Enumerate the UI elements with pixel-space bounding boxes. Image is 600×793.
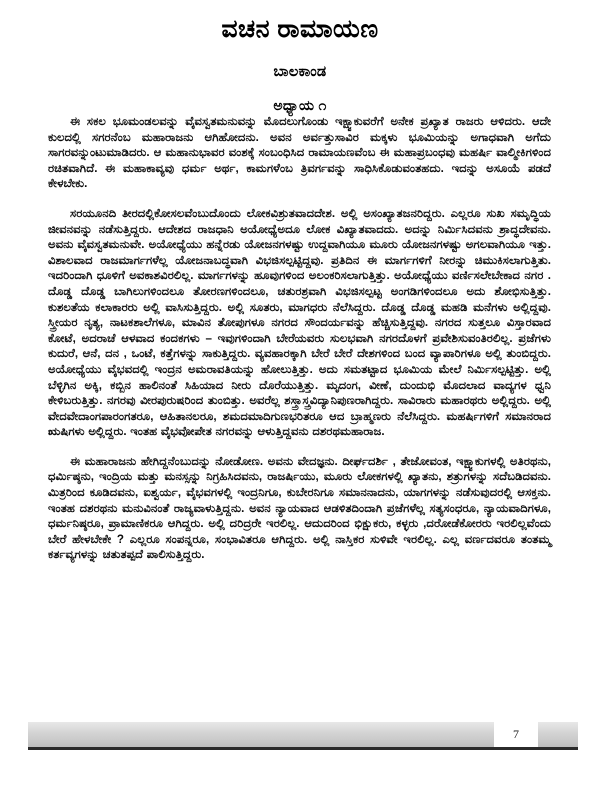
page-title: ವಚನ ರಾಮಾಯಣ <box>221 15 379 43</box>
paragraph-1: ಈ ಸಕಲ ಭೂಮಂಡಲವನ್ನು ವೈವಸ್ವತಮನುವನ್ನು ಮೊದಲುಗೊಂಡು ಇಕ್ಷ್ವಾಕುವರೆಗೆ ಅನೇಕ ಪ್ರಖ್ಯಾತ ರಾಜರು ಆಳಿದರು. ಆದೇ ಕುಲದಲ್ಲಿ ಸಗರನೆಂಬ ಮಹಾರಾಜನು ಆಗಿಹೋದನು. ಅವನ ಅರ್ವತ್ತುಸಾವಿರ ಮಕ್ಕಳು ಭೂಮಿಯನ್ನು ಅಗಾಧವಾಗಿ ಅಗೆದು ಸಾಗರವನ್ನುಂಟುಮಾಡಿದರು. ಆ ಮಹಾನುಭಾವರ ವಂಶಕ್ಕೆ ಸಂಬಂಧಿಸಿದ ರಾಮಾಯಣವೆಂಬ ಈ ಮಹಾಪ್ರಬಂಧವು ಮಹರ್ಷಿ ವಾಲ್ಮೀಕಿಗಳಿಂದ ರಚಿತವಾಗಿದೆ. ಈ ಮಹಾಕಾವ್ಯವು ಧರ್ಮ ಅರ್ಥ, ಕಾಮಗಳೆಂಬ ತ್ರಿವರ್ಗವನ್ನು ಸಾಧಿಸಿಕೊಡುವಂತಹದು. ಇದನ್ನು ಅಸೂಯೆ ಪಡದೆ ಕೇಳಬೇಕು. <box>48 115 551 191</box>
paragraph-3: ಈ ಮಹಾರಾಜನು ಹೇಗಿದ್ದನೆಂಬುದನ್ನು ನೋಡೋಣ. ಅವನು ವೇದಜ್ಞನು. ದೀರ್ಘದರ್ಶಿ , ತೇಜೋವಂತ, ಇಕ್ಷ್ವಾಕುಗಳಲ್ಲಿ ಅತಿರಥನು, ಧರ್ಮಿಷ್ಠನು, ಇಂದ್ರಿಯ ಮತ್ತು ಮನಸ್ಸನ್ನು ನಿಗ್ರಹಿಸಿದವನು, ರಾಜರ್ಷಿಯು, ಮೂರು ಲೋಕಗಳಲ್ಲಿ ಖ್ಯಾತನು, ಶತ್ರುಗಳನ್ನು ಸದೆಬಡಿದವನು. ಮಿತ್ರರಿಂದ ಕೂಡಿದವನು, ಐಶ್ವರ್ಯ, ವೈಭವಗಳಲ್ಲಿ ಇಂದ್ರನಿಗೂ, ಕುಬೇರನಿಗೂ ಸಮಾನನಾದನು, ಯಾಗಗಳನ್ನು ನಡೆಸುವುದರಲ್ಲಿ ಆಸಕ್ತನು. ಇಂತಹ ದಶರಥನು ಮನುವಿನಂತೆ ರಾಜ್ಯವಾಳುತ್ತಿದ್ದನು. ಅವನ ನ್ಯಾಯವಾದ ಆಡಳಿತದಿಂದಾಗಿ ಪ್ರಜೆಗಳೆಲ್ಲ ಸತ್ಯಸಂಧರೂ, ನ್ಯಾಯವಾದಿಗಳೂ, ಧರ್ಮನಿಷ್ಠರೂ, ಪ್ರಾಮಾಣಿಕರೂ ಆಗಿದ್ದರು. ಅಲ್ಲಿ ದರಿದ್ರರೇ ಇರಲಿಲ್ಲ. ಆದುದರಿಂದ ಭಿಕ್ಷುಕರು, ಕಳ್ಳರು ,ದರೋಡೆಕೋರರು ಇರಲಿಲ್ಲವೆಂದು ಬೇರೆ ಹೇಳಬೇಕೇ ? ಎಲ್ಲರೂ ಸಂಪನ್ನರೂ, ಸಂಭಾವಿತರೂ ಆಗಿದ್ದರು. ಅಲ್ಲಿ ನಾಸ್ತಿಕರ ಸುಳಿವೇ ಇರಲಿಲ್ಲ. ಎಲ್ಲ ವರ್ಣದವರೂ ತಂತಮ್ಮ ಕರ್ತವ್ಯಗಳನ್ನು ಚತುತಪ್ಪದೆ ಪಾಲಿಸುತ್ತಿದ್ದರು. <box>48 454 551 562</box>
page-footer <box>28 722 578 749</box>
body-text-column <box>48 114 551 701</box>
footer-decorative-bar-right <box>538 722 578 747</box>
kanda-subtitle: ಬಾಲಕಾಂಡ <box>273 64 327 81</box>
chapter-subtitle: ಅಧ್ಯಾಯ ೧ <box>273 97 327 114</box>
page-number: 7 <box>513 727 519 741</box>
footer-decorative-bar-left <box>28 722 494 747</box>
paragraph-2: ಸರಯೂನದಿ ತೀರದಲ್ಲಿಕೋಸಲವೆಂಬುದೊಂದು ಲೋಕವಿಶ್ರುತವಾದದೇಶ. ಅಲ್ಲಿ ಅಸಂಖ್ಯಾತಜನರಿದ್ದರು. ಎಲ್ಲರೂ ಸುಖ ಸಮೃದ್ಧಿಯ ಜೀವನವನ್ನು ನಡೆಸುತ್ತಿದ್ದರು. ಆದೇಶದ ರಾಜಧಾನಿ ಅಯೋಧ್ಯೆಅದೂ ಲೋಕ ವಿಖ್ಯಾತವಾದದು. ಅದನ್ನು ನಿರ್ಮಿಸಿದವನು ಶ್ರಾದ್ಧದೇವನು. ಅವನು ವೈವಸ್ವತಮನುವೇ. ಅಯೋಧ್ಯೆಯು ಹನ್ನೆರಡು ಯೋಜನಗಳಷ್ಟು ಉದ್ದವಾಗಿಯೂ ಮೂರು ಯೋಜನಗಳಷ್ಟು ಅಗಲವಾಗಿಯೂ ಇತ್ತು. ವಿಶಾಲವಾದ ರಾಜಮಾರ್ಗಗಳೆಲ್ಲ ಯೋಜನಾಬದ್ಧವಾಗಿ ವಿಭಜಿಸಲ್ಪಟ್ಟಿದ್ದವು. ಪ್ರತಿದಿನ ಈ ಮಾರ್ಗಗಳಿಗೆ ನೀರನ್ನು ಚಿಮುಕಿಸಲಾಗುತ್ತಿತು. ಇದರಿಂದಾಗಿ ಧೂಳಿಗೆ ಅವಕಾಶವಿರಲಿಲ್ಲ. ಮಾರ್ಗಗಳನ್ನು ಹೂವುಗಳಿಂದ ಅಲಂಕರಿಸಲಾಗುತ್ತಿತ್ತು. ಅಯೋಧ್ಯೆಯು ವರ್ಣಿಸಲೇಬೇಕಾದ ನಗರ . ದೊಡ್ಡ ದೊಡ್ಡ ಬಾಗಿಲುಗಳಿಂದಲೂ ತೋರಣಗಳಿಂದಲೂ, ಚತುರಶ್ರವಾಗಿ ವಿಭಜಿಸಲ್ಪಟ್ಟ ಅಂಗಡಿಗಳಿಂದಲೂ ಅದು ಶೋಭಿಸುತ್ತಿತ್ತು. ಕುಶಲತೆಯ ಕಲಾಕಾರರು ಅಲ್ಲಿ ವಾಸಿಸುತ್ತಿದ್ದರು. ಅಲ್ಲಿ ಸೂತರು, ಮಾಗಧರು ನೆಲೆಸಿದ್ದರು. ದೊಡ್ಡ ದೊಡ್ಡ ಮಹಡಿ ಮನೆಗಳು ಅಲ್ಲಿದ್ದವು. ಸ್ತ್ರೀಯರ ನೃತ್ಯ, ನಾಟಕಶಾಲೆಗಳೂ, ಮಾವಿನ ತೋಪುಗಳೂ ನಗರದ ಸೌಂದರ್ಯವನ್ನು ಹೆಚ್ಚಿಸುತ್ತಿದ್ದವು. ನಗರದ ಸುತ್ತಲೂ ವಿಸ್ತಾರವಾದ ಕೋಟೆ, ಅದರಾಚೆ ಆಳವಾದ ಕಂದಕಗಳು – ಇವುಗಳಿಂದಾಗಿ ಬೇರೆಯವರು ಸುಲಭವಾಗಿ ನಗರದೊಳಗೆ ಪ್ರವೇಶಿಸುವಂತಿರಲಿಲ್ಲ. ಪ್ರಜೆಗಳು ಕುದುರೆ, ಆನೆ, ದನ , ಒಂಟೆ, ಕತ್ತೆಗಳನ್ನು ಸಾಕುತ್ತಿದ್ದರು. ವ್ಯವಹಾರಕ್ಕಾಗಿ ಬೇರೆ ಬೇರೆ ದೇಶಗಳಿಂದ ಬಂದ ವ್ಯಾಪಾರಿಗಳೂ ಅಲ್ಲಿ ತುಂಬಿದ್ದರು. ಅಯೋಧ್ಯೆಯು ವೈಭವದಲ್ಲಿ ಇಂದ್ರನ ಅಮರಾವತಿಯನ್ನು ಹೋಲುತ್ತಿತ್ತು. ಅದು ಸಮತಟ್ಟಾದ ಭೂಮಿಯ ಮೇಲೆ ನಿರ್ಮಿಸಲ್ಪಟ್ಟಿತ್ತು. ಅಲ್ಲಿ ಬೆಳ್ಳಿಗಿನ ಅಕ್ಕಿ, ಕಬ್ಬಿನ ಹಾಲಿನಂತೆ ಸಿಹಿಯಾದ ನೀರು ದೊರೆಯುತ್ತಿತ್ತು. ಮೃದಂಗ, ವೀಣೆ, ದುಂದುಭಿ ಮೊದಲಾದ ವಾದ್ಯಗಳ ಧ್ವನಿ ಕೇಳಿಬರುತ್ತಿತ್ತು. ನಗರವು ವೀರಪುರುಷರಿಂದ ತುಂಬಿತ್ತು. ಅವರೆಲ್ಲ ಶಸ್ತ್ರಾಸ್ತ್ರವಿದ್ಯಾನಿಪುಣರಾಗಿದ್ದರು. ಸಾವಿರಾರು ಮಹಾರಥರು ಅಲ್ಲಿದ್ದರು. ಅಲ್ಲಿ ವೇದವೇದಾಂಗಪಾರಂಗತರೂ, ಆಹಿತಾನಲರೂ, ಶಮದಮಾದಿಗುಣಭರಿತರೂ ಆದ ಬ್ರಾಹ್ಮಣರು ನೆಲೆಸಿದ್ದರು. ಮಹರ್ಷಿಗಳಿಗೆ ಸಮಾನರಾದ ಋಷಿಗಳು ಅಲ್ಲಿದ್ದರು. ಇಂತಹ ವೈಭವೋಪೇತ ನಗರವನ್ನು ಆಳುತ್ತಿದ್ದವನು ದಶರಥಮಹಾರಾಜ. <box>48 206 551 439</box>
heading-block <box>0 0 600 114</box>
footer-rule <box>28 747 578 750</box>
page-number-box <box>498 722 534 747</box>
